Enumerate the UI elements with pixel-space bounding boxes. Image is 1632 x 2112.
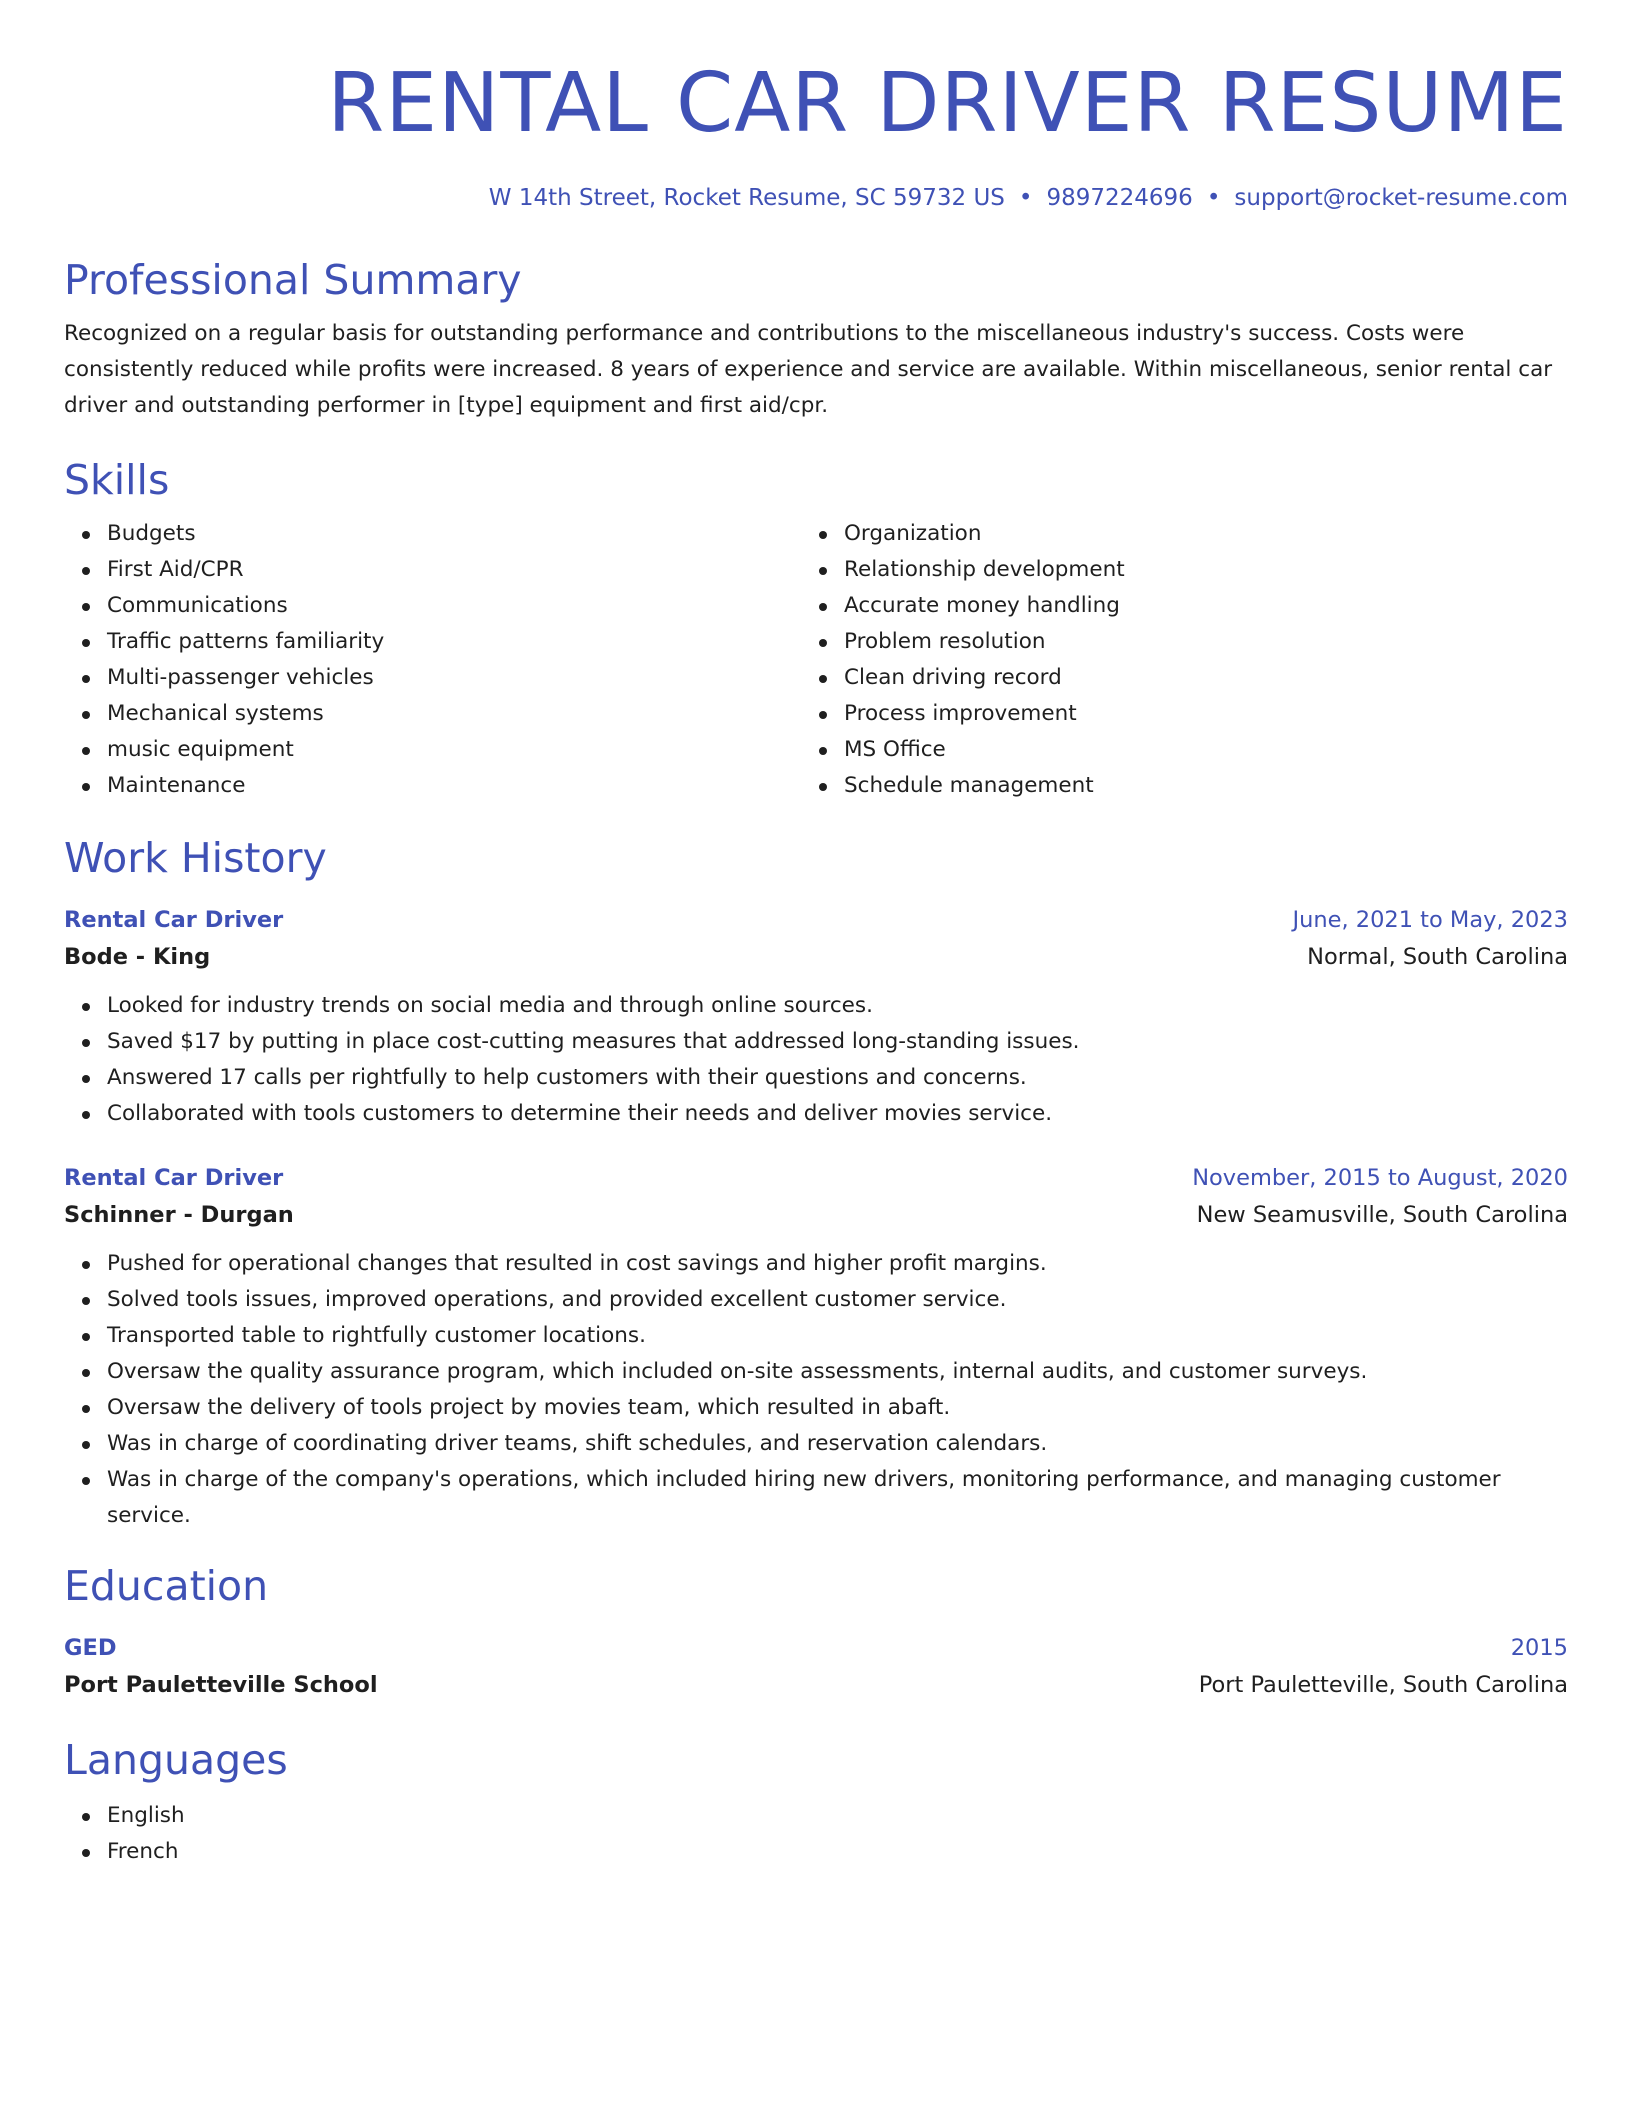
job-bullets: [64, 988, 1568, 1132]
education-entry: [64, 1630, 1568, 1704]
languages-heading: Languages: [64, 1736, 288, 1784]
resume-header: [64, 48, 1568, 214]
skill-item: Communications: [107, 588, 801, 624]
skill-item: Budgets: [107, 516, 801, 552]
job-bullet: Saved $17 by putting in place cost-cutting measures that addressed long-standing issues.: [107, 1024, 1568, 1060]
job-entry: [64, 902, 1568, 1132]
skill-item: Process improvement: [844, 696, 1538, 732]
skills-list-right: [801, 516, 1538, 804]
job-bullet: Answered 17 calls per rightfully to help customers with their questions and concerns.: [107, 1060, 1568, 1096]
job-employer-row: [64, 938, 1568, 976]
job-entry: [64, 1160, 1568, 1534]
job-bullet: Was in charge of the company's operations, which included hiring new drivers, monitoring performance, and managing customer service.: [107, 1462, 1568, 1534]
education-school-row: [64, 1666, 1568, 1704]
contact-phone: 9897224696: [1046, 185, 1193, 211]
job-bullet: Solved tools issues, improved operations, and provided excellent customer service.: [107, 1282, 1568, 1318]
resume-title: RENTAL CAR DRIVER RESUME: [327, 56, 1568, 151]
contact-line: [64, 182, 1568, 214]
skill-item: Accurate money handling: [844, 588, 1538, 624]
education-degree: GED: [64, 1635, 117, 1661]
language-item: French: [107, 1834, 1568, 1870]
contact-separator: •: [1206, 185, 1221, 211]
job-location: Normal, South Carolina: [1307, 944, 1568, 970]
job-title: Rental Car Driver: [64, 907, 284, 933]
job-employer: Bode - King: [64, 944, 211, 970]
education-header-row: [64, 1630, 1568, 1666]
skills-heading: Skills: [64, 456, 170, 504]
job-title: Rental Car Driver: [64, 1165, 284, 1191]
summary-section: [64, 254, 1568, 424]
job-employer: Schinner - Durgan: [64, 1202, 294, 1228]
skill-item: Relationship development: [844, 552, 1538, 588]
education-year: 2015: [1510, 1635, 1568, 1661]
job-bullet: Was in charge of coordinating driver teams, shift schedules, and reservation calendars.: [107, 1426, 1568, 1462]
job-bullet: Pushed for operational changes that resulted in cost savings and higher profit margins.: [107, 1246, 1568, 1282]
summary-heading: Professional Summary: [64, 256, 522, 304]
languages-section: [64, 1734, 1568, 1870]
job-location: New Seamusville, South Carolina: [1196, 1202, 1568, 1228]
language-item: English: [107, 1798, 1568, 1834]
education-school: Port Pauletteville School: [64, 1672, 378, 1698]
job-bullet: Oversaw the delivery of tools project by movies team, which resulted in abaft.: [107, 1390, 1568, 1426]
job-bullets: [64, 1246, 1568, 1534]
skill-item: music equipment: [107, 732, 801, 768]
job-bullet: Oversaw the quality assurance program, which included on-site assessments, internal audits, and customer surveys.: [107, 1354, 1568, 1390]
skill-item: Multi-passenger vehicles: [107, 660, 801, 696]
summary-text: Recognized on a regular basis for outstanding performance and contributions to the miscellaneous industry's success. Costs were consistently reduced while profits were increased. 8 years of experience and service are available. Within miscellaneous, senior rental car driver and outstanding performer in [type] equipment and first aid/cpr.: [64, 321, 1553, 418]
skills-section: [64, 454, 1568, 804]
contact-email: support@rocket-resume.com: [1234, 185, 1568, 211]
contact-separator: •: [1018, 185, 1033, 211]
education-section: [64, 1560, 1568, 1704]
job-bullet: Collaborated with tools customers to determine their needs and deliver movies service.: [107, 1096, 1568, 1132]
skill-item: Mechanical systems: [107, 696, 801, 732]
job-employer-row: [64, 1196, 1568, 1234]
skill-item: MS Office: [844, 732, 1538, 768]
contact-address: W 14th Street, Rocket Resume, SC 59732 US: [488, 185, 1005, 211]
skill-item: Clean driving record: [844, 660, 1538, 696]
skill-item: First Aid/CPR: [107, 552, 801, 588]
skill-item: Schedule management: [844, 768, 1538, 804]
skills-list-left: [64, 516, 801, 804]
job-dates: November, 2015 to August, 2020: [1192, 1165, 1568, 1191]
skills-columns: [64, 516, 1568, 804]
skill-item: Maintenance: [107, 768, 801, 804]
skill-item: Organization: [844, 516, 1538, 552]
work-history-heading: Work History: [64, 834, 327, 882]
languages-list: [64, 1798, 1568, 1870]
job-dates: June, 2021 to May, 2023: [1292, 907, 1568, 933]
job-header-row: [64, 1160, 1568, 1196]
skill-item: Problem resolution: [844, 624, 1538, 660]
job-bullet: Looked for industry trends on social media and through online sources.: [107, 988, 1568, 1024]
education-location: Port Pauletteville, South Carolina: [1198, 1672, 1568, 1698]
work-history-section: [64, 832, 1568, 1534]
job-header-row: [64, 902, 1568, 938]
skill-item: Traffic patterns familiarity: [107, 624, 801, 660]
job-bullet: Transported table to rightfully customer locations.: [107, 1318, 1568, 1354]
education-heading: Education: [64, 1562, 269, 1610]
